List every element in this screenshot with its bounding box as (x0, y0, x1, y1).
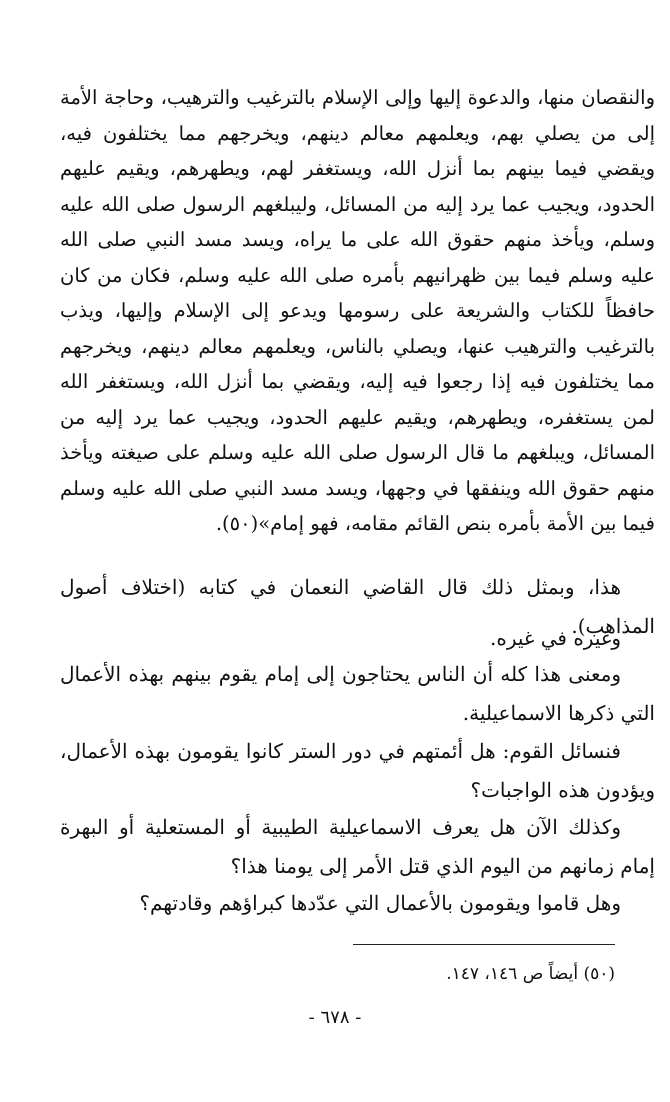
paragraph-meaning: ومعنى هذا كله أن الناس يحتاجون إلى إمام يقوم بينهم بهذه الأعمال التي ذكرها الاسماعيلية. (60, 662, 655, 725)
quoted-passage: والنقصان منها، والدعوة إليها وإلى الإسلام بالترغيب والترهيب، وحاجة الأمة إلى من يصلي بهم، ويعلمهم معالم دينهم، ويخرجهم مما يختلفون فيه، ويقضي فيما بينهم بما أنزل الله، ويستغفر لهم، ويطهرهم، ويقيم عليهم الحدود، ويجيب عما يرد إليه من المسائل، وليبلغهم الرسول صلى الله عليه وسلم، ويأخذ منهم حقوق الله على ما يراه، ويسد مسد النبي صلى الله عليه وسلم فيما بين ظهرانيهم بأمره صلى الله عليه وسلم، فكان من كان حافظاً للكتاب والشريعة على رسومها ويدعو إلى الإسلام وإليها، ويذب بالترغيب والترهيب عنها، ويصلي بالناس، ويعلمهم معالم دينهم، ويخرجهم مما يختلفون فيه إذا رجعوا فيه إليه، ويقضي بما أنزل الله، ويستغفر الله لمن يستغفره، ويطهرهم، ويقيم عليهم الحدود، ويجيب عما يرد إليه من المسائل، ويبلغهم ما قال الرسول صلى الله عليه وسلم على صيغته ويأخذ منهم حقوق الله وينفقها في وجهها، ويسد مسد النبي صلى الله عليه وسلم فيما بين الأمة بأمره بنص القائم مقامه، فهو إمام»(٥٠). (60, 86, 655, 535)
footnote-divider (353, 944, 615, 945)
paragraph-others: وغيره في غيره. (490, 626, 621, 650)
page-number: - ٦٧٨ - (308, 1007, 362, 1028)
paragraph-question-imam: وكذلك الآن هل يعرف الاسماعيلية الطيبية أو المستعلية أو البهرة إمام زمانهم من اليوم الذي قتل الأمر إلى يومنا هذا؟ (60, 815, 655, 878)
paragraph-question-satr: فنسائل القوم: هل أئمتهم في دور الستر كانوا يقومون بهذه الأعمال، ويؤدون هذه الواجبات؟ (60, 739, 655, 802)
paragraph-nuaman: هذا، وبمثل ذلك قال القاضي النعمان في كتابه (اختلاف أصول المذاهب). (60, 575, 655, 638)
footnote: (٥٠) أيضاً ص ١٤٦، ١٤٧. (446, 964, 615, 984)
paragraph-question-duties: وهل قاموا ويقومون بالأعمال التي عدّدها كبراؤهم وقادتهم؟ (139, 891, 621, 915)
